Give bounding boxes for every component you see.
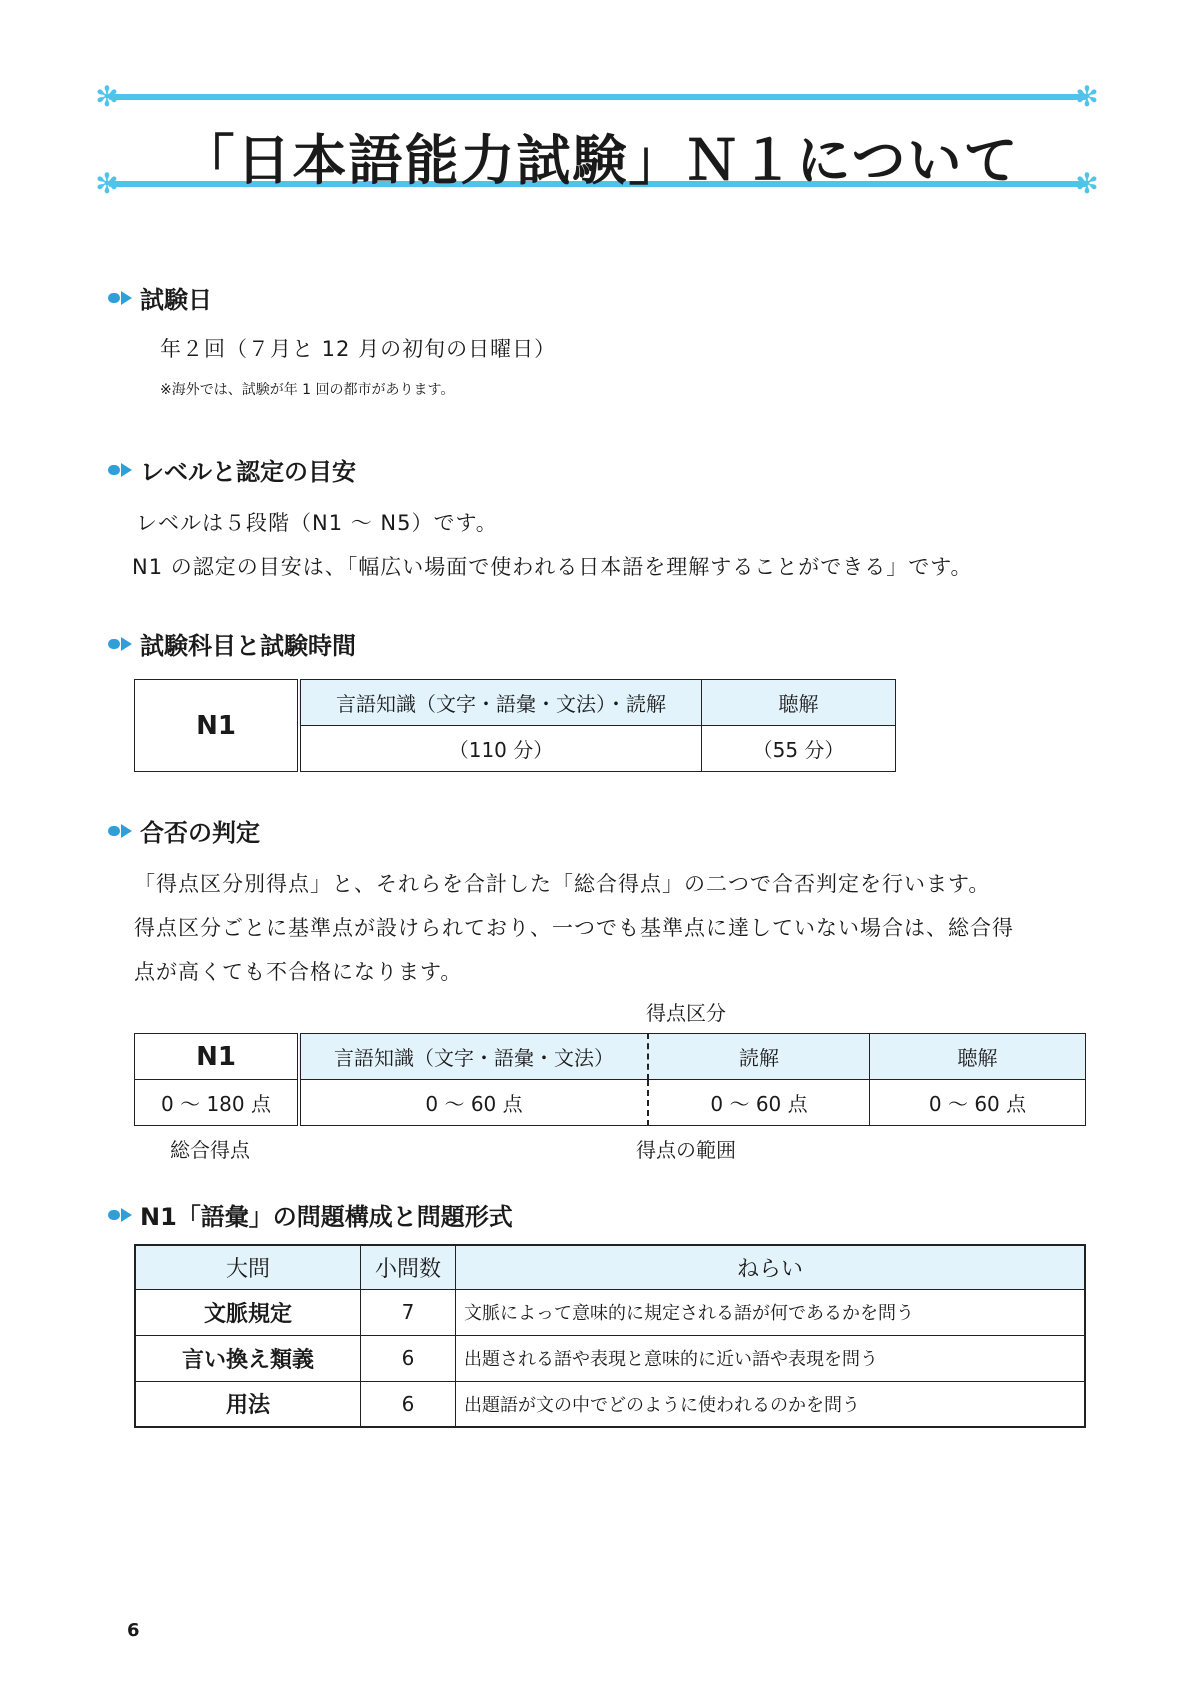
arrow-bullet-icon — [108, 1208, 134, 1222]
heading-text: レベルと認定の目安 — [140, 458, 356, 486]
total-score-label: 総合得点 — [170, 1138, 250, 1162]
vocab-row-aim: 出題される語や表現と意味的に近い語や表現を問う — [456, 1335, 1086, 1381]
vocab-header-count: 小問数 — [361, 1245, 456, 1289]
snowflake-icon: ✻ — [1075, 80, 1099, 113]
vocab-row-count: 6 — [361, 1335, 456, 1381]
scores-value-3: 0 ～ 60 点 — [870, 1080, 1086, 1126]
page-number: 6 — [127, 1620, 140, 1641]
table-row — [135, 1335, 1085, 1381]
vocab-row-name: 用法 — [135, 1381, 361, 1427]
vocab-row-name: 文脈規定 — [135, 1289, 361, 1335]
section-heading-level — [108, 452, 356, 487]
scores-table — [134, 1033, 1086, 1126]
scores-total: 0 ～ 180 点 — [135, 1080, 300, 1126]
scores-col1-header: 言語知識（文字・語彙・文法） — [299, 1034, 648, 1080]
pass-text-1: 「得点区分別得点」と、それらを合計した「総合得点」の二つで合否判定を行います。 — [134, 872, 991, 896]
vocab-row-count: 7 — [361, 1289, 456, 1335]
score-range-label: 得点の範囲 — [636, 1138, 736, 1162]
exam-date-note: ※海外では、試験が年 1 回の都市があります。 — [160, 382, 455, 398]
vocab-row-aim: 文脈によって意味的に規定される語が何であるかを問う — [456, 1289, 1086, 1335]
scores-level-cell: N1 — [135, 1034, 300, 1080]
subjects-col1-header: 言語知識（文字・語彙・文法）・読解 — [299, 680, 702, 726]
page-title: 「日本語能力試験」Ｎ１について — [180, 129, 1020, 192]
pass-text-2: 得点区分ごとに基準点が設けられており、一つでも基準点に達していない場合は、総合得 — [134, 916, 1014, 940]
heading-text: 試験科目と試験時間 — [140, 632, 356, 660]
level-text-2: N1 の認定の目安は、「幅広い場面で使われる日本語を理解することができる」です。 — [132, 555, 973, 579]
subjects-col2-header: 聴解 — [702, 680, 896, 726]
vocab-table — [134, 1244, 1086, 1428]
subjects-time2: （55 分） — [702, 726, 896, 772]
snowflake-icon: ✻ — [95, 80, 119, 113]
arrow-bullet-icon — [108, 463, 134, 477]
heading-text: N1「語彙」の問題構成と問題形式 — [140, 1203, 513, 1231]
title-top-rule — [108, 94, 1088, 100]
vocab-row-name: 言い換え類義 — [135, 1335, 361, 1381]
scores-value-2: 0 ～ 60 点 — [648, 1080, 870, 1126]
table-row — [135, 1381, 1085, 1427]
subjects-level-cell: N1 — [135, 680, 300, 772]
scores-value-1: 0 ～ 60 点 — [299, 1080, 648, 1126]
section-heading-subjects — [108, 626, 356, 661]
snowflake-icon: ✻ — [1075, 167, 1099, 200]
section-heading-vocab — [108, 1197, 513, 1232]
vocab-row-count: 6 — [361, 1381, 456, 1427]
arrow-bullet-icon — [108, 291, 134, 305]
score-category-label: 得点区分 — [646, 1001, 726, 1025]
subjects-table — [134, 679, 896, 772]
scores-col2-header: 読解 — [648, 1034, 870, 1080]
arrow-bullet-icon — [108, 824, 134, 838]
subjects-time1: （110 分） — [299, 726, 702, 772]
scores-col3-header: 聴解 — [870, 1034, 1086, 1080]
pass-text-3: 点が高くても不合格になります。 — [134, 960, 463, 984]
snowflake-icon: ✻ — [95, 167, 119, 200]
table-row — [135, 1289, 1085, 1335]
heading-text: 合否の判定 — [140, 819, 260, 847]
vocab-header-aim: ねらい — [456, 1245, 1086, 1289]
level-text-1: レベルは５段階（N1 ～ N5）です。 — [136, 511, 498, 535]
exam-date-text: 年２回（７月と 12 月の初旬の日曜日） — [160, 337, 557, 361]
section-heading-exam-date — [108, 280, 212, 315]
vocab-header-section: 大問 — [135, 1245, 361, 1289]
vocab-row-aim: 出題語が文の中でどのように使われるのかを問う — [456, 1381, 1086, 1427]
arrow-bullet-icon — [108, 637, 134, 651]
section-heading-pass — [108, 813, 260, 848]
heading-text: 試験日 — [140, 286, 212, 314]
